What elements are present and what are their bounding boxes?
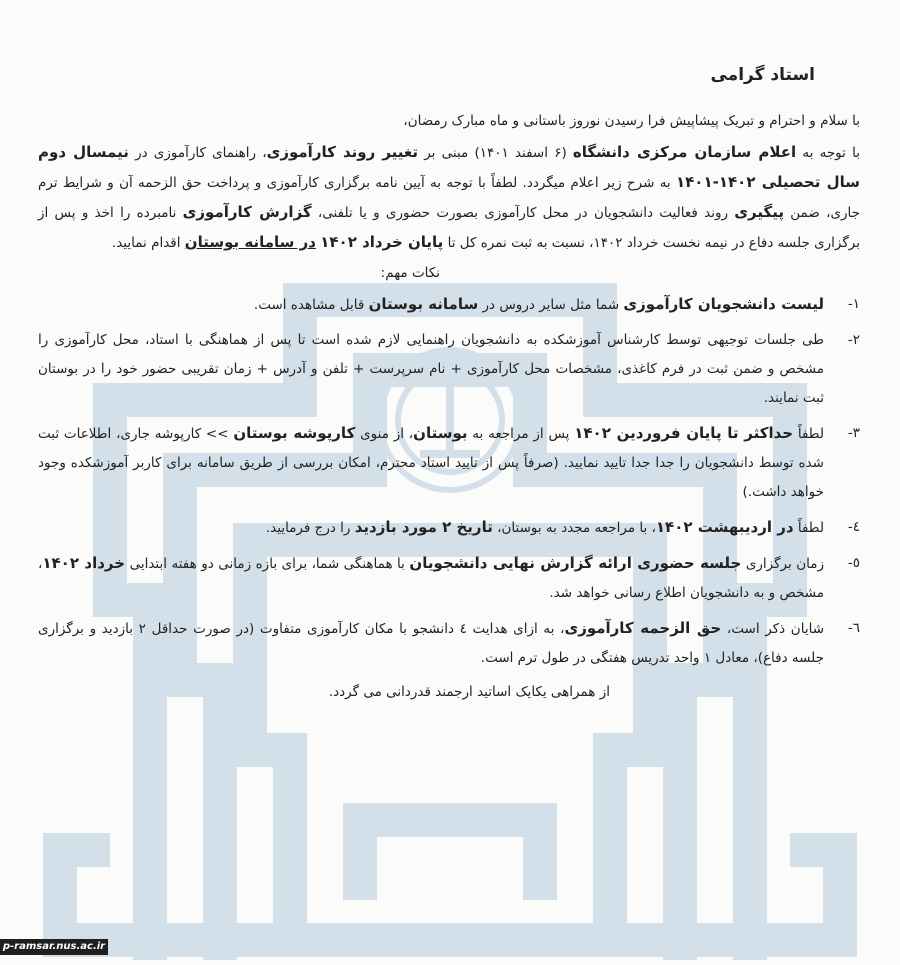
- note-text: طی جلسات توجیهی توسط کارشناس آموزشکده به دانشجویان راهنمایی لازم شده است تا پس از هماهنگی با استاد، محل کارآموزی را مشخص و ضمن ثبت در فرم کاغذی، مشخصات محل کارآموزی + نام سرپرست + تلفن و آدرس + زمان تقریبی حضور خود را در بوستان ثبت نمایند.: [38, 332, 824, 406]
- note-number: ٤-: [847, 519, 860, 535]
- note-item-5: [38, 549, 860, 608]
- notes-title: نکات مهم:: [380, 265, 440, 281]
- note-item-4: [38, 513, 860, 543]
- note-item-2: [38, 326, 860, 413]
- note-item-1: [38, 290, 860, 320]
- note-number: ٦-: [847, 620, 860, 636]
- note-item-6: [38, 614, 860, 673]
- closing-line: از همراهی یکایک اساتید ارجمند قدردانی می گردد.: [328, 684, 610, 700]
- note-number: ۲-: [847, 332, 860, 348]
- letter-body: [38, 55, 860, 705]
- intro-paragraph: با توجه به اعلام سازمان مرکزی دانشگاه (۶ اسفند ۱۴۰۱) مبنی بر تغییر روند کارآموزی، راهنمای کارآموزی در نیمسال دوم سال تحصیلی ۱۴۰۲-۱۴۰۱ به شرح زیر اعلام میگردد. لطفاً با توجه به آیین نامه برگزاری کارآموزی و پرداخت حق الزحمه آن و شرایط ترم جاری، ضمن پیگیری روند فعالیت دانشجویان در محل کارآموزی بصورت حضوری و یا تلفنی، گزارش کارآموزی نامبرده را اخذ و پس از برگزاری جلسه دفاع در نیمه نخست خرداد ۱۴۰۲، نسبت به ثبت نمره کل تا پایان خرداد ۱۴۰۲ در سامانه بوستان اقدام نمایید.: [38, 143, 860, 251]
- note-text: زمان برگزاری جلسه حضوری ارائه گزارش نهایی دانشجویان با هماهنگی شما، برای بازه زمانی دو هفته ابتدایی خرداد ۱۴۰۲، مشخص و به دانشجویان اطلاع رسانی خواهد شد.: [38, 554, 825, 601]
- note-text: شایان ذکر است، حق الزحمه کارآموزی، به ازای هدایت ٤ دانشجو با مکان کارآموزی متفاوت (در صورت حداقل ۲ بازدید و برگزاری جلسه دفاع)، معادل ۱ واحد تدریس هفتگی در طول ترم است.: [38, 619, 825, 666]
- greeting-paragraph: با سلام و احترام و تبریک پیشاپیش فرا رسیدن نوروز باستانی و ماه مبارک رمضان،: [403, 113, 860, 129]
- note-number: ۱-: [847, 296, 860, 312]
- note-number: ٥-: [847, 555, 860, 571]
- site-url-tag: p-ramsar.nus.ac.ir: [0, 939, 108, 955]
- note-text: لطفاً در اردیبهشت ۱۴۰۲، با مراجعه مجدد به بوستان، تاریخ ۲ مورد بازدید را درج فرمایید.: [265, 518, 824, 536]
- note-text: لطفاً حداکثر تا پایان فروردین ۱۴۰۲ پس از مراجعه به بوستان، از منوی کارپوشه بوستان >> کارپوشه جاری، اطلاعات ثبت شده توسط دانشجویان را جدا جدا تایید نمایید. (صرفاً پس از تایید استاد محترم، امکان بررسی از طریق سامانه برای کاربر آموزشکده وجود خواهد داشت.): [38, 424, 824, 500]
- note-number: ۳-: [847, 425, 860, 441]
- note-item-3: [38, 419, 860, 507]
- letter-heading: استاد گرامی: [710, 65, 815, 85]
- note-text: لیست دانشجویان کارآموزی شما مثل سایر دروس در سامانه بوستان قابل مشاهده است.: [253, 295, 824, 313]
